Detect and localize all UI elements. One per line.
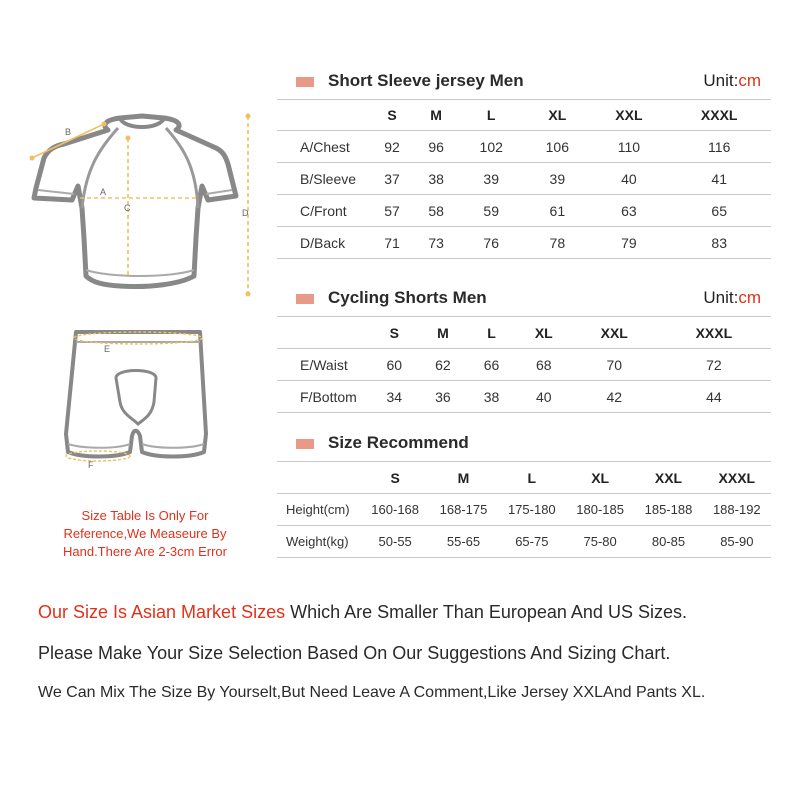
size-header: S	[389, 324, 399, 341]
mix-size-note: We Can Mix The Size By Yourselt,But Need Leave A Comment,Like Jersey XXLAnd Pants XL.	[38, 684, 706, 701]
size-header: XL	[591, 469, 610, 486]
size-header: XXXL	[718, 469, 756, 486]
size-header: M	[437, 324, 449, 341]
size-header: XXL	[600, 324, 628, 341]
jersey-size-table	[277, 99, 771, 259]
table-cell: 85-90	[720, 534, 754, 549]
table-cell: 40	[536, 388, 552, 405]
size-recommend-section	[277, 431, 771, 558]
table-cell: 65-75	[515, 534, 549, 549]
measure-c-start	[126, 136, 131, 141]
shorts-section-title: Cycling Shorts Men	[328, 288, 487, 307]
section-marker-icon	[296, 439, 314, 449]
table-cell: 75-80	[583, 534, 617, 549]
label-e: E	[104, 344, 111, 354]
table-cell: 188-192	[712, 502, 761, 517]
measure-d-end	[246, 292, 251, 297]
table-cell: 92	[384, 138, 400, 155]
table-cell: 34	[386, 388, 403, 405]
table-header-row	[277, 462, 771, 494]
measure-d-start	[246, 114, 251, 119]
table-row	[277, 526, 771, 558]
row-label: E/Waist	[300, 356, 348, 373]
label-f: F	[88, 460, 94, 470]
jersey-section-title: Short Sleeve jersey Men	[328, 71, 524, 90]
table-cell: 50-55	[378, 534, 412, 549]
jersey-section-header	[277, 69, 771, 95]
table-cell: 36	[435, 388, 451, 405]
row-label: D/Back	[300, 234, 346, 251]
size-header: XXL	[615, 107, 643, 123]
shorts-unit-label	[703, 288, 761, 308]
table-header-row	[277, 317, 771, 349]
measure-b-start	[30, 156, 35, 161]
size-header: XXL	[654, 469, 683, 486]
label-b: B	[65, 127, 72, 137]
table-row	[277, 381, 771, 413]
table-cell: 41	[711, 170, 727, 187]
table-cell: 70	[606, 356, 623, 373]
table-cell: 72	[706, 356, 722, 373]
size-header: L	[486, 107, 496, 123]
table-corner-cell	[277, 462, 361, 494]
size-header: XL	[534, 324, 553, 341]
table-cell: 160-168	[371, 502, 420, 517]
jersey-size-section	[277, 69, 771, 259]
table-cell: 180-185	[576, 502, 624, 517]
label-a: A	[100, 187, 107, 197]
table-cell: 73	[428, 234, 444, 251]
table-cell: 39	[483, 170, 499, 187]
table-cell: 76	[483, 234, 499, 251]
asian-size-notice	[38, 602, 687, 623]
row-label: C/Front	[300, 202, 347, 219]
asian-size-highlight: Our Size Is Asian Market Sizes	[38, 602, 286, 622]
shorts-size-section	[277, 286, 771, 413]
table-header-row	[277, 100, 771, 131]
table-cell: 59	[483, 202, 499, 219]
table-cell: 71	[384, 234, 400, 251]
table-corner-cell	[277, 317, 370, 349]
row-label: Height(cm)	[286, 502, 350, 517]
table-corner-cell	[277, 100, 370, 131]
table-cell: 44	[706, 388, 722, 405]
row-label: Weight(kg)	[286, 534, 349, 549]
table-cell: 61	[549, 202, 566, 219]
table-cell: 40	[621, 170, 637, 187]
shorts-unit-prefix: Unit:	[703, 288, 739, 307]
section-marker-icon	[296, 77, 314, 87]
table-cell: 83	[711, 234, 727, 251]
table-cell: 42	[606, 388, 623, 405]
jersey-outline	[34, 116, 236, 287]
asian-size-rest: Which Are Smaller Than European And US Sizes.	[285, 602, 687, 622]
table-cell: 96	[428, 138, 444, 155]
size-header: L	[527, 469, 537, 486]
size-header: XXXL	[695, 324, 733, 341]
recommend-size-table	[277, 461, 771, 558]
shorts-diagram	[60, 322, 215, 472]
table-cell: 79	[621, 234, 637, 251]
row-label: B/Sleeve	[300, 170, 357, 187]
table-row	[277, 494, 771, 526]
table-cell: 55-65	[446, 534, 481, 549]
size-header: XXXL	[700, 107, 738, 123]
size-header: S	[390, 469, 400, 486]
table-cell: 38	[483, 388, 500, 405]
size-header: S	[387, 107, 397, 123]
table-cell: 66	[483, 356, 500, 373]
table-cell: 68	[536, 356, 552, 373]
table-row	[277, 349, 771, 381]
label-d: D	[242, 208, 249, 218]
shorts-size-table	[277, 316, 771, 413]
row-label: A/Chest	[300, 138, 350, 155]
shorts-section-header	[277, 286, 771, 312]
size-selection-advice: Please Make Your Size Selection Based On Our Suggestions And Sizing Chart.	[38, 643, 671, 663]
table-row	[277, 131, 771, 163]
size-header: L	[487, 324, 496, 341]
size-header: M	[430, 107, 442, 123]
shorts-unit-value: cm	[738, 288, 761, 307]
table-cell: 168-175	[439, 502, 488, 517]
table-cell: 63	[621, 202, 637, 219]
table-row	[277, 163, 771, 195]
table-cell: 65	[711, 202, 727, 219]
label-c: C	[124, 203, 131, 213]
table-cell: 58	[428, 202, 444, 219]
size-header: XL	[548, 107, 567, 123]
table-cell: 39	[549, 170, 566, 187]
table-cell: 175-180	[507, 502, 556, 517]
table-cell: 78	[549, 234, 566, 251]
jersey-diagram	[20, 108, 270, 303]
section-marker-icon	[296, 294, 314, 304]
recommend-section-title: Size Recommend	[328, 433, 469, 452]
size-header: M	[457, 469, 470, 486]
table-cell: 80-85	[651, 534, 686, 549]
table-cell: 60	[386, 356, 403, 373]
table-cell: 62	[435, 356, 451, 373]
measurement-disclaimer: Size Table Is Only For Reference,We Measeure By Hand.There Are 2-3cm Error	[62, 508, 227, 559]
table-cell: 37	[384, 170, 400, 187]
recommend-section-header	[277, 431, 771, 457]
jersey-unit-prefix: Unit:	[703, 71, 739, 90]
jersey-unit-label	[703, 71, 761, 91]
table-cell: 116	[708, 138, 731, 155]
table-cell: 185-188	[644, 502, 693, 517]
jersey-unit-value: cm	[738, 71, 761, 90]
table-cell: 102	[479, 138, 503, 155]
table-cell: 106	[545, 138, 569, 155]
table-row	[277, 195, 771, 227]
measure-b-end	[102, 122, 107, 127]
table-cell: 110	[617, 138, 641, 155]
table-cell: 57	[384, 202, 400, 219]
table-row	[277, 227, 771, 259]
table-cell: 38	[428, 170, 444, 187]
row-label: F/Bottom	[300, 388, 357, 405]
